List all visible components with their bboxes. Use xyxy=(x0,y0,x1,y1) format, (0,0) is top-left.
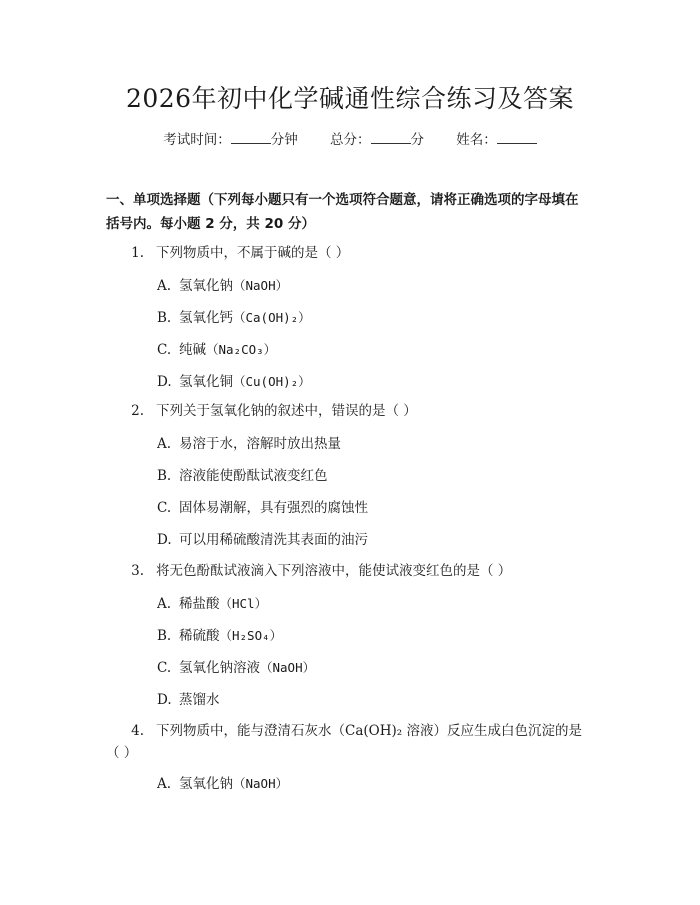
question-1 xyxy=(106,242,596,264)
option-1b xyxy=(157,308,311,328)
option-2b xyxy=(157,466,328,486)
question-stem-line1 xyxy=(106,720,596,742)
score-label: 总分： xyxy=(330,132,371,148)
option-text: 氢氧化钠溶液 xyxy=(179,660,260,676)
time-unit: 分钟 xyxy=(270,132,298,148)
option-2d xyxy=(157,530,368,550)
option-1c xyxy=(157,340,276,360)
option-3d xyxy=(157,690,220,710)
question-stem-line2: （ ） xyxy=(106,745,138,761)
question-3 xyxy=(106,560,596,582)
option-letter: C. xyxy=(157,342,172,358)
question-number: 3. xyxy=(131,563,144,579)
option-formula: （NaOH） xyxy=(260,660,316,675)
section-heading xyxy=(106,188,596,236)
option-formula: （H₂SO₄） xyxy=(219,628,283,643)
name-blank xyxy=(497,131,537,144)
option-text: 稀硫酸 xyxy=(179,628,220,644)
option-letter: D. xyxy=(157,532,172,548)
total-score xyxy=(330,130,424,150)
option-letter: B. xyxy=(157,468,172,484)
option-letter: A. xyxy=(157,596,172,612)
option-formula: （NaOH） xyxy=(233,278,289,293)
option-formula: （HCl） xyxy=(219,596,268,611)
option-1d xyxy=(157,372,311,392)
option-text: 稀盐酸 xyxy=(179,596,220,612)
section-heading-line2: 括号内。每小题 2 分，共 20 分） xyxy=(106,216,315,232)
question-4 xyxy=(106,720,596,764)
option-letter: B. xyxy=(157,310,172,326)
page-title: 2026年初中化学碱通性综合练习及答案 xyxy=(125,84,575,113)
score-unit: 分 xyxy=(410,132,424,148)
option-text: 易溶于水，溶解时放出热量 xyxy=(179,436,341,452)
option-2c xyxy=(157,498,368,518)
section-heading-line1: 一、单项选择题（下列每小题只有一个选项符合题意，请将正确选项的字母填在 xyxy=(106,192,579,208)
option-text: 固体易潮解，具有强烈的腐蚀性 xyxy=(179,500,368,516)
option-text: 蒸馏水 xyxy=(179,692,220,708)
question-stem: 将无色酚酞试液滴入下列溶液中，能使试液变红色的是（ ） xyxy=(156,563,512,579)
option-3a xyxy=(157,594,267,614)
question-2 xyxy=(106,400,596,422)
option-2a xyxy=(157,434,341,454)
option-letter: C. xyxy=(157,500,172,516)
option-formula: （NaOH） xyxy=(233,776,289,791)
question-number: 4. xyxy=(131,723,144,739)
option-text: 氢氧化钠 xyxy=(179,278,233,294)
question-number: 1. xyxy=(131,245,144,261)
option-text: 氢氧化钙 xyxy=(179,310,233,326)
option-letter: C. xyxy=(157,660,172,676)
option-letter: D. xyxy=(157,692,172,708)
exam-time xyxy=(163,130,298,150)
option-letter: B. xyxy=(157,628,172,644)
option-formula: （Na₂CO₃） xyxy=(206,342,277,357)
option-letter: D. xyxy=(157,374,172,390)
question-stem: 下列关于氢氧化钠的叙述中，错误的是（ ） xyxy=(156,403,417,419)
option-formula: （Cu(OH)₂） xyxy=(233,374,311,389)
option-text: 纯碱 xyxy=(179,342,206,358)
option-3b xyxy=(157,626,282,646)
option-text: 可以用稀硫酸清洗其表面的油污 xyxy=(179,532,368,548)
option-text: 氢氧化铜 xyxy=(179,374,233,390)
student-name xyxy=(456,130,537,150)
option-1a xyxy=(157,276,288,296)
time-blank xyxy=(231,131,271,144)
score-blank xyxy=(371,131,411,144)
option-3c xyxy=(157,658,315,678)
option-letter: A. xyxy=(157,436,172,452)
option-text: 溶液能使酚酞试液变红色 xyxy=(179,468,328,484)
time-label: 考试时间： xyxy=(163,132,231,148)
option-text: 氢氧化钠 xyxy=(179,776,233,792)
exam-meta xyxy=(0,130,700,150)
option-4a xyxy=(157,774,288,794)
option-letter: A. xyxy=(157,278,172,294)
question-stem: 下列物质中，能与澄清石灰水（Ca(OH)₂ 溶液）反应生成白色沉淀的是 xyxy=(156,723,582,739)
option-letter: A. xyxy=(157,776,172,792)
option-formula: （Ca(OH)₂） xyxy=(233,310,311,325)
question-stem: 下列物质中，不属于碱的是（ ） xyxy=(156,245,350,261)
question-number: 2. xyxy=(131,403,144,419)
name-label: 姓名： xyxy=(456,132,497,148)
